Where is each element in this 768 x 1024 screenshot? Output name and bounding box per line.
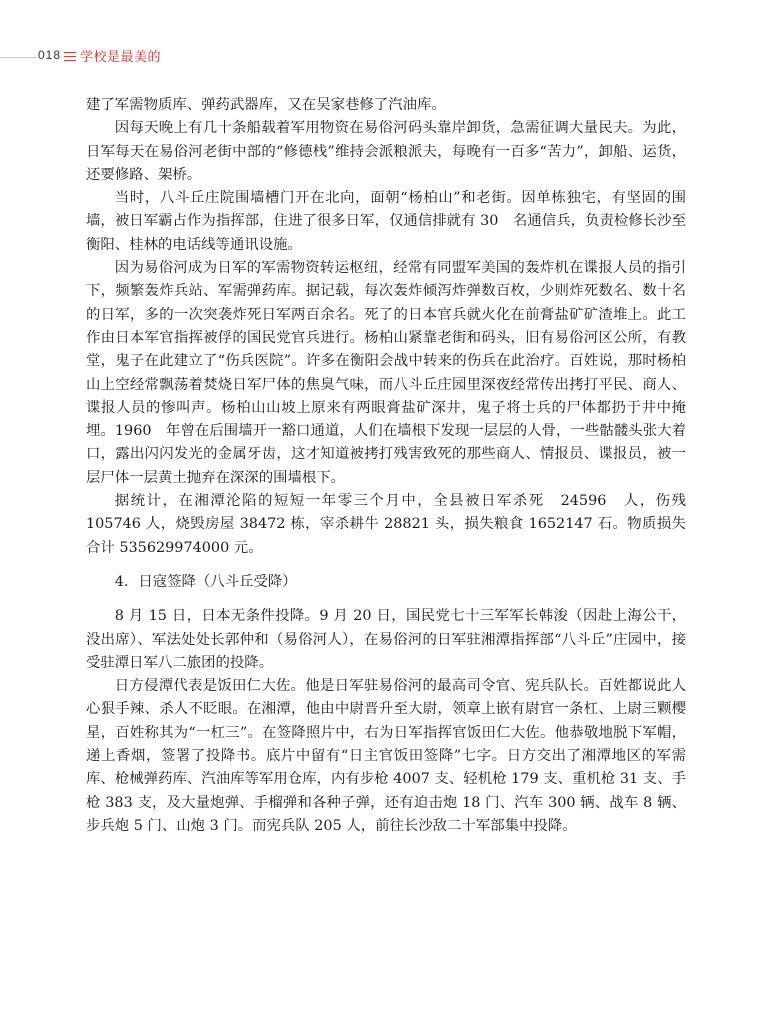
paragraph-surrender: 8 月 15 日，日本无条件投降。9 月 20 日，国民党七十三军军长韩浚（因赴上海公干，没出席）、军法处处长郭仲和（易俗河人），在易俗河的日军驻湘潭指挥部“八斗丘”庄园中，接受驻潭日军八二旅团的投降。 <box>86 608 686 671</box>
page-body <box>86 94 701 838</box>
section-heading: 4．日寇签降（八斗丘受降） <box>114 573 297 590</box>
paragraph-headquarters: 当时，八斗丘庄院围墙槽门开在北向，面朝“杨柏山”和老街。因单栋独宅，有坚固的围墙，被日军霸占作为指挥部，住进了很多日军，仅通信排就有 30 名通信兵，负责检修长沙至衡阳、桂林的电话线等通讯设施。 <box>86 190 686 253</box>
paragraph-surrender-details: 日方侵潭代表是饭田仁大佐。他是日军驻易俗河的最高司令官、宪兵队长。百姓都说此人心狠手辣、杀人不眨眼。在湘潭，他由中尉晋升至大尉，领章上嵌有尉官一条杠、上尉三颗樱星，百姓称其为“一杠三”。在签降照片中，右为日军指挥官饭田仁大佐。他恭敬地脱下军帽，递上香烟，签署了投降书。底片中留有“日主官饭田签降”七字。日方交出了湘潭地区的军需库、枪械弹药库、汽油库等军用仓库，内有步枪 4007 支、轻机枪 179 支、重机枪 31 支、手枪 383 支，及大量炮弹、手榴弹和各种子弹，还有迫击炮 18 门、汽车 300 辆、战车 8 辆、步兵炮 5 门、山炮 3 门。而宪兵队 205 人，前往长沙敌二十军部集中投降。 <box>86 678 686 834</box>
header-rule <box>0 57 36 58</box>
paragraph-labor-conscription: 因每天晚上有几十条船载着军用物资在易俗河码头靠岸卸货，急需征调大量民夫。为此，日军每天在易俗河老街中部的“修德栈”维持会派粮派夫，每晚有一百多“苦力”，卸船、运货，还要修路、架桥。 <box>86 120 686 183</box>
page-number: 018 <box>38 48 62 62</box>
paragraph-continued: 建了军需物质库、弹药武器库，又在吴家巷修了汽油库。 <box>86 97 446 113</box>
header-ornament <box>64 52 76 62</box>
paragraph-statistics: 据统计，在湘潭沦陷的短短一年零三个月中，全县被日军杀死 24596 人，伤残 105746 人，烧毁房屋 38472 栋，宰杀耕牛 28821 头，损失粮食 1652147 石。物质损失合计 535629974000 元。 <box>86 493 701 556</box>
running-title: 学校是最美的 <box>80 50 162 65</box>
paragraph-bombing: 因为易俗河成为日军的军需物资转运枢纽，经常有同盟军美国的轰炸机在谍报人员的指引下，频繁轰炸兵站、军需弹药库。据记载，每次轰炸倾泻炸弹数百枚，少则炸死数名、数十名的日军，多的一次突袭炸死日军两百余名。死了的日本官兵就火化在前膏盐矿矿渣堆上。此工作由日本军官指挥被俘的国民党官兵进行。杨柏山紧靠老街和码头，旧有易俗河区公所，有教堂，鬼子在此建立了“伤兵医院”。许多在衡阳会战中转来的伤兵在此治疗。百姓说，那时杨柏山上空经常飘荡着焚烧日军尸体的焦臭气味，而八斗丘庄园里深夜经常传出拷打平民、商人、谍报人员的惨叫声。杨柏山山坡上原来有两眼膏盐矿深井，鬼子将士兵的尸体都扔于井中掩埋。1960 年曾在后围墙开一豁口通道，人们在墙根下发现一层层的人骨，一些骷髅头张大着口，露出闪闪发光的金属牙齿，这才知道被拷打残害致死的那些商人、情报员、谍报员，被一层尸体一层黄土抛弃在深深的围墙根下。 <box>86 260 686 486</box>
page-header <box>0 46 768 70</box>
